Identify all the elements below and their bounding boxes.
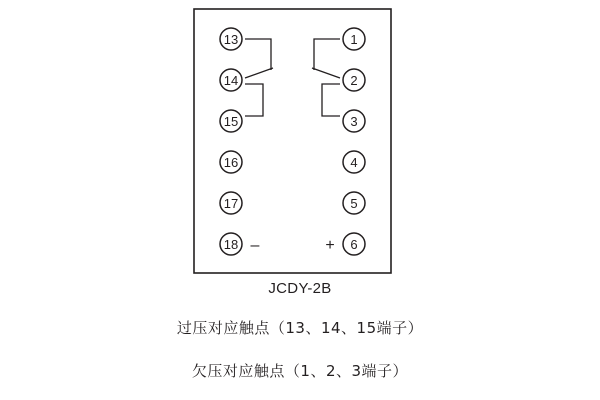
terminal-18-label: 18: [223, 237, 239, 252]
terminal-15[interactable]: [220, 110, 242, 132]
terminal-5-label: 5: [350, 196, 358, 211]
terminal-17[interactable]: [220, 192, 242, 214]
terminal-4-label: 4: [350, 155, 358, 170]
terminal-16[interactable]: [220, 151, 242, 173]
minus-sign: –: [250, 237, 260, 254]
caption-block: [0, 280, 600, 381]
terminal-13-label: 13: [223, 32, 239, 47]
terminal-1-label: 1: [350, 32, 358, 47]
terminal-3-label: 3: [350, 114, 358, 129]
terminal-2[interactable]: [343, 69, 365, 91]
terminal-1[interactable]: [343, 28, 365, 50]
terminal-16-label: 16: [223, 155, 239, 170]
terminal-6-label: 6: [350, 237, 358, 252]
relay-case-outline: [194, 9, 391, 273]
terminal-13[interactable]: [220, 28, 242, 50]
terminal-5[interactable]: [343, 192, 365, 214]
terminal-2-label: 2: [350, 73, 358, 88]
terminal-18[interactable]: [220, 233, 242, 255]
relay-diagram: [193, 8, 392, 274]
note-overvoltage: 过压对应触点（13、14、15端子）: [176, 319, 424, 337]
terminal-17-label: 17: [223, 196, 239, 211]
plus-sign: +: [325, 237, 335, 254]
terminal-14-label: 14: [223, 73, 239, 88]
terminal-6[interactable]: [343, 233, 365, 255]
terminal-15-label: 15: [223, 114, 239, 129]
terminal-3[interactable]: [343, 110, 365, 132]
terminal-4[interactable]: [343, 151, 365, 173]
terminal-14[interactable]: [220, 69, 242, 91]
note-undervoltage: 欠压对应触点（1、2、3端子）: [191, 362, 409, 380]
relay-diagram-svg: [193, 8, 392, 274]
model-label: JCDY-2B: [268, 280, 332, 297]
